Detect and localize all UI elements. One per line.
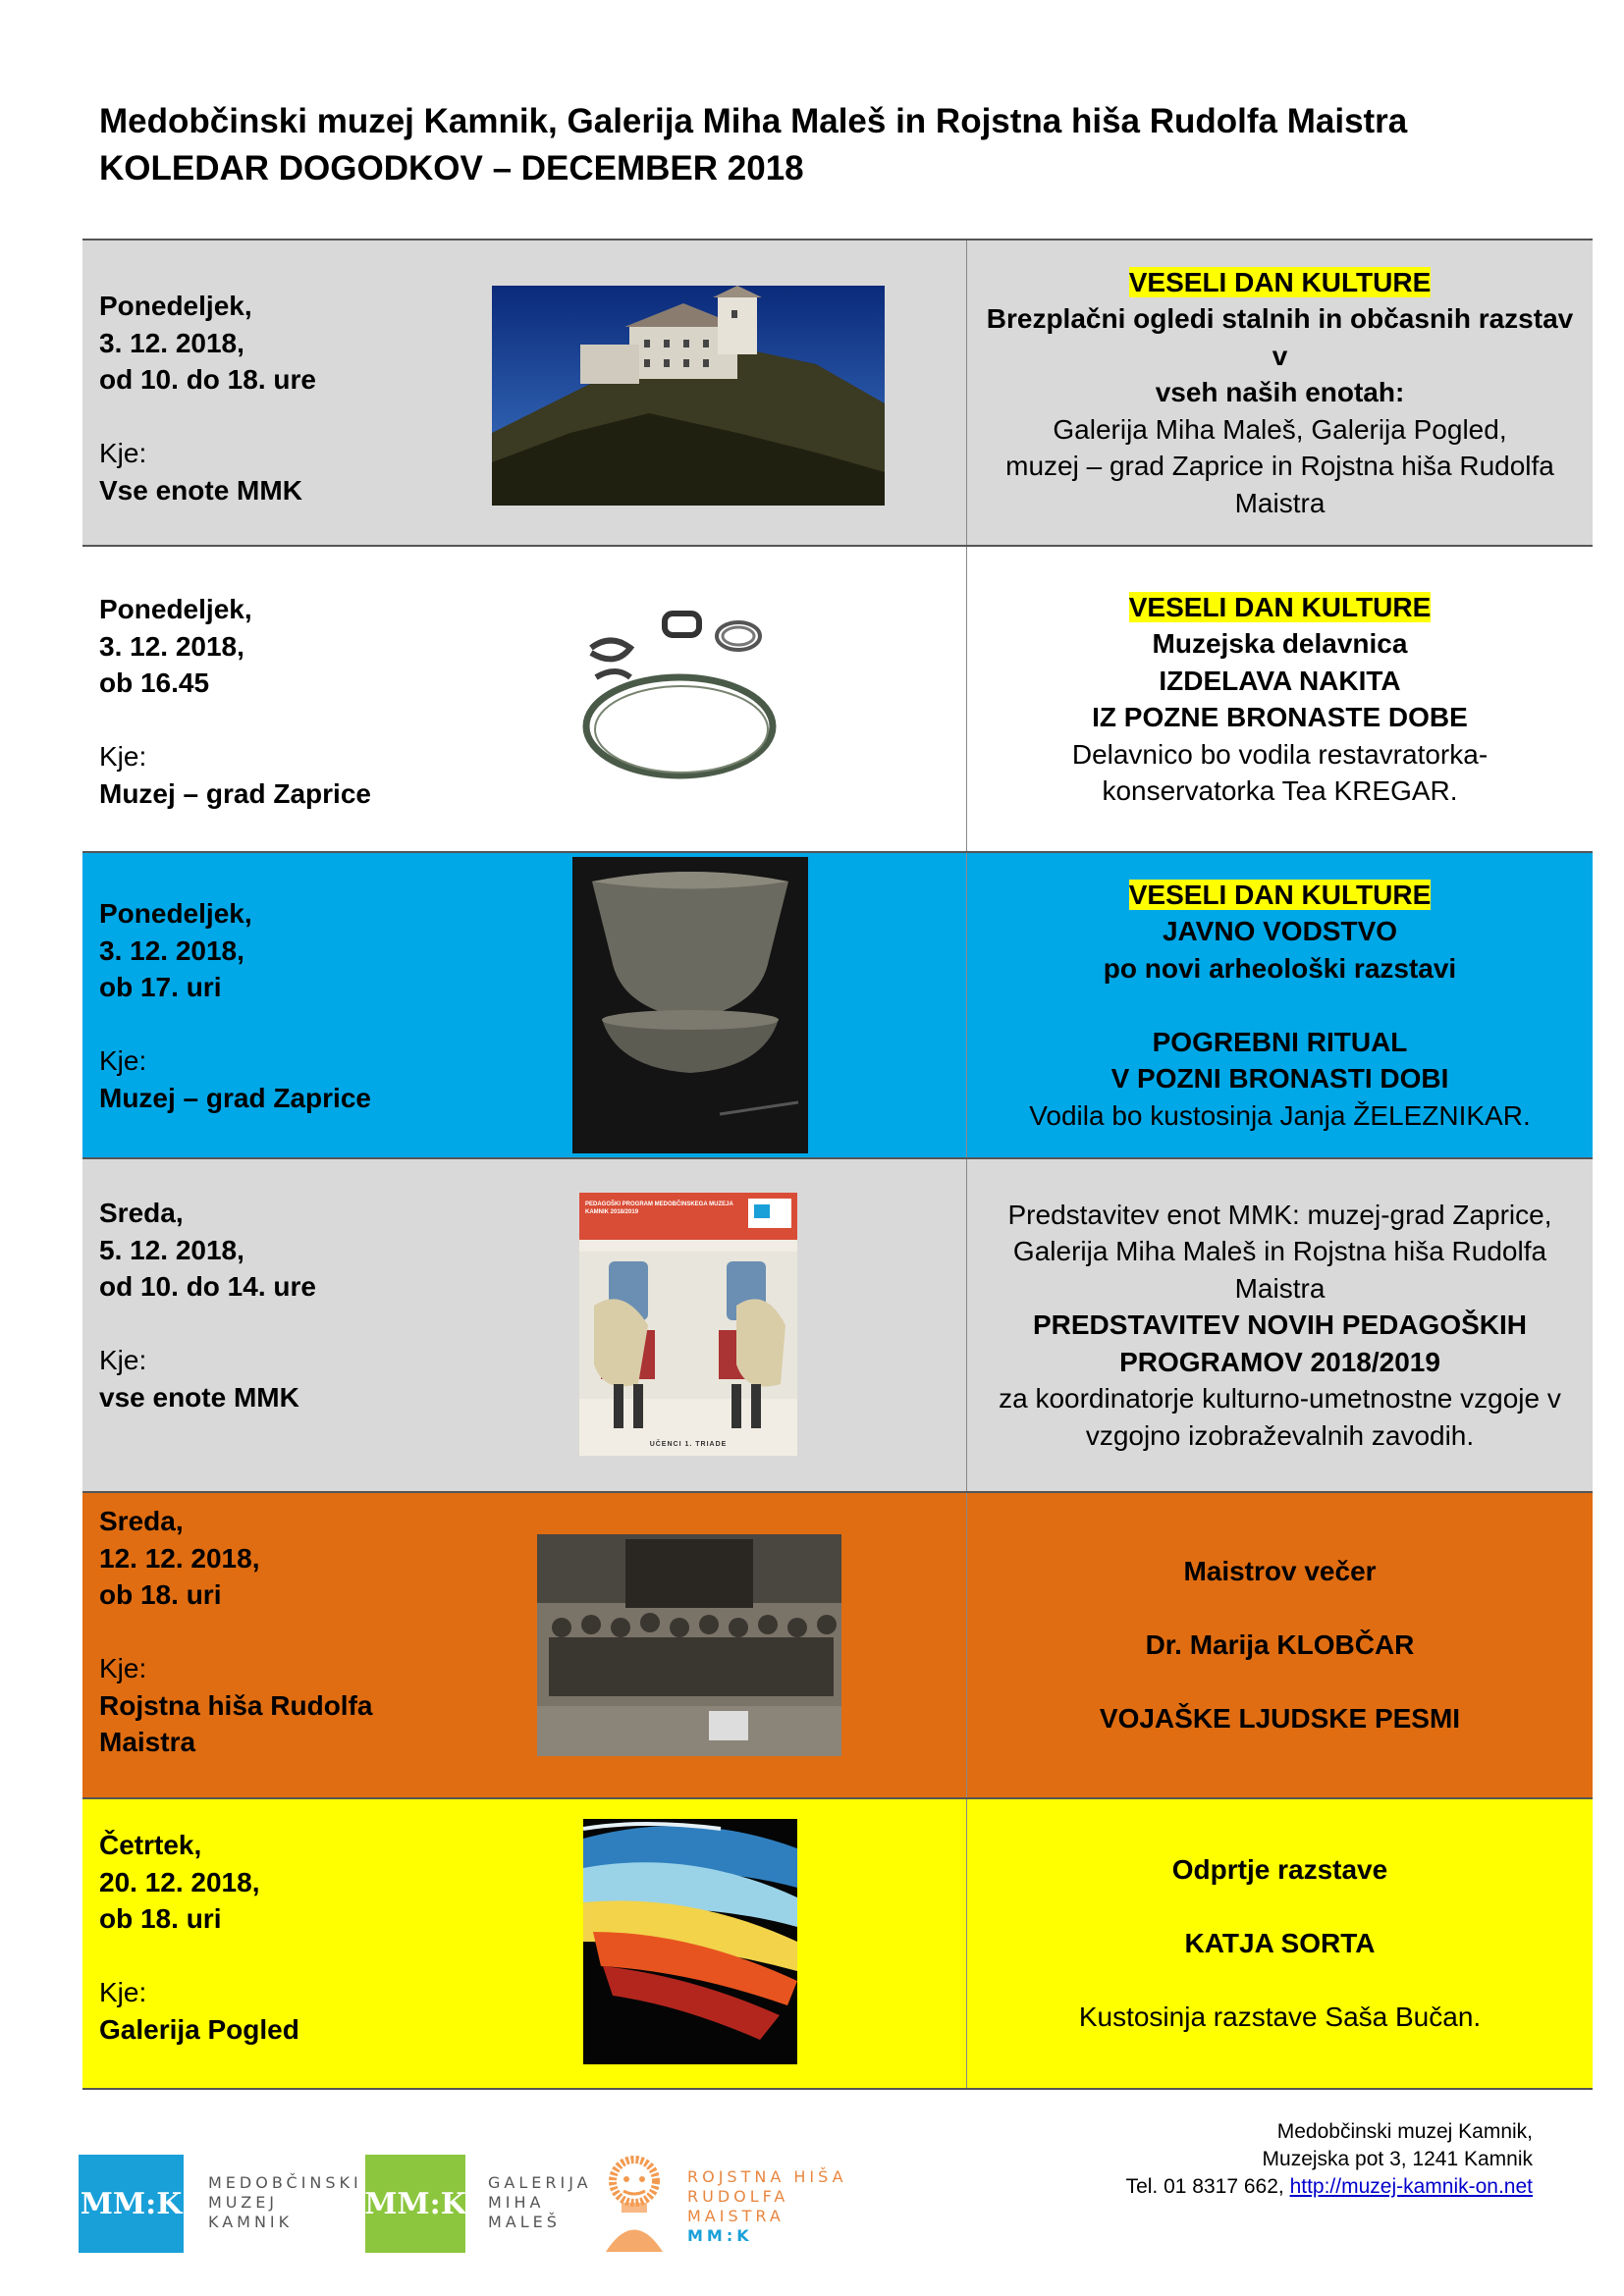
event-where-label: Kje:: [99, 1977, 147, 2007]
event-where: Galerija Pogled: [99, 2013, 299, 2045]
event-text: Vodila bo kustosinja Janja ŽELEZNIKAR.: [1029, 1099, 1531, 1131]
events-table: [82, 239, 1593, 2090]
logo-maister-text: [687, 2167, 847, 2246]
event-text: PROGRAMOV 2018/2019: [1119, 1346, 1440, 1377]
event-badge: VESELI DAN KULTURE: [1128, 591, 1432, 622]
event-date: 12. 12. 2018,: [99, 1542, 260, 1574]
logo-text-line: MAISTRA: [687, 2207, 785, 2225]
event-where-label: Kje:: [99, 1045, 147, 1076]
event-text: Muzejska delavnica: [1152, 628, 1408, 659]
event-text: Odprtje razstave: [1171, 1854, 1388, 1886]
event-date: 20. 12. 2018,: [99, 1866, 260, 1897]
event-text: IZ POZNE BRONASTE DOBE: [1092, 702, 1468, 732]
event-where: vse enote MMK: [99, 1381, 299, 1413]
logo-museum-text: [208, 2173, 362, 2232]
abstract-painting: [583, 1819, 797, 2064]
event-where: Muzej – grad Zaprice: [99, 777, 371, 809]
event-right-cell: [966, 240, 1593, 545]
event-row: [82, 547, 1593, 853]
event-text: POGREBNI RITUAL: [1152, 1026, 1408, 1057]
event-left-cell: [82, 1493, 966, 1797]
event-day: Četrtek,: [99, 1830, 202, 1860]
event-text: Dr. Marija KLOBČAR: [1145, 1629, 1415, 1661]
event-row: [82, 1159, 1593, 1493]
poster-title: PEDAGOŠKI PROGRAM MEDOBČINSKEGA MUZEJA KAMNIK 2018/2019: [585, 1201, 733, 1215]
event-text: po novi arheološki razstavi: [1103, 952, 1457, 984]
logo-text-line: MEDOBČINSKI: [208, 2173, 362, 2192]
event-time: ob 18. uri: [99, 1579, 222, 1610]
event-when: [99, 1195, 316, 1415]
event-date: 3. 12. 2018,: [99, 327, 244, 358]
event-text: konservatorka Tea KREGAR.: [1102, 775, 1458, 806]
mmk-logo-gallery: [365, 2155, 465, 2253]
event-when: [99, 288, 316, 508]
event-date: 5. 12. 2018,: [99, 1234, 244, 1265]
event-left-cell: [82, 1799, 966, 2088]
event-text: Galerija Miha Maleš, Galerija Pogled,: [1053, 413, 1507, 445]
event-when: [99, 1827, 299, 2048]
event-right-cell: [966, 1159, 1593, 1491]
header-subtitle: KOLEDAR DOGODKOV – DECEMBER 2018: [99, 149, 804, 187]
event-day: Ponedeljek,: [99, 594, 252, 624]
logo-mark: MM:K: [364, 2186, 466, 2221]
bronze-jewelry-photo: [542, 589, 837, 808]
event-day: Ponedeljek,: [99, 291, 252, 321]
logo-text-line: MIHA: [488, 2193, 545, 2212]
event-left-cell: [82, 547, 966, 851]
event-row: [82, 1493, 1593, 1799]
event-left-cell: [82, 853, 966, 1157]
event-right-cell: [966, 547, 1593, 851]
event-day: Sreda,: [99, 1506, 184, 1536]
logo-text-line: KAMNIK: [208, 2213, 294, 2231]
event-left-cell: [82, 240, 966, 545]
website-link[interactable]: http://muzej-kamnik-on.net: [1289, 2175, 1533, 2198]
event-text: IZDELAVA NAKITA: [1159, 665, 1401, 696]
event-text: Brezplačni ogledi stalnih in občasnih razstav v: [986, 303, 1574, 371]
event-text: Maistrov večer: [1183, 1556, 1377, 1587]
event-text: muzej – grad Zaprice in Rojstna hiša Rudolfa: [1005, 451, 1554, 482]
event-time: ob 17. uri: [99, 972, 222, 1002]
event-right-cell: [966, 1799, 1593, 2088]
event-text: V POZNI BRONASTI DOBI: [1110, 1063, 1449, 1095]
event-where-label: Kje:: [99, 741, 147, 772]
event-text: vseh naših enotah:: [1155, 377, 1405, 408]
event-text: Delavnico bo vodila restavratorka-: [1071, 738, 1489, 770]
logo-gallery-text: [488, 2173, 592, 2232]
castle-photo: [492, 286, 885, 506]
event-text: Galerija Miha Maleš in Rojstna hiša Rudolfa: [1012, 1236, 1547, 1267]
address-line: Muzejska pot 3, 1241 Kamnik: [1262, 2148, 1533, 2170]
event-text: vzgojno izobraževalnih zavodih.: [1085, 1419, 1475, 1451]
pedagogical-program-poster: [579, 1193, 797, 1456]
event-left-cell: [82, 1159, 966, 1491]
footer-address: [1126, 2118, 1533, 2201]
phone-number: Tel. 01 8317 662,: [1125, 2175, 1284, 2198]
event-text: Predstavitev enot MMK: muzej-grad Zaprice,: [1007, 1199, 1552, 1230]
poster-caption: UČENCI 1. TRIADE: [649, 1441, 728, 1448]
logo-text-line: MM:K: [687, 2226, 753, 2245]
logo-text-line: MUZEJ: [208, 2193, 279, 2212]
event-text: Maistra: [1234, 1272, 1326, 1304]
event-where: Muzej – grad Zaprice: [99, 1082, 371, 1113]
event-where-label: Kje:: [99, 438, 147, 468]
pottery-photo: [572, 857, 808, 1153]
logo-text-line: GALERIJA: [488, 2173, 592, 2192]
event-text: za koordinatorje kulturno-umetnostne vzgoje v: [999, 1383, 1561, 1415]
event-text: PREDSTAVITEV NOVIH PEDAGOŠKIH: [1032, 1309, 1528, 1341]
event-date: 3. 12. 2018,: [99, 630, 244, 662]
event-time: ob 18. uri: [99, 1903, 222, 1934]
event-where: Vse enote MMK: [99, 474, 302, 506]
event-when: [99, 591, 371, 812]
event-time: od 10. do 14. ure: [99, 1271, 316, 1302]
document-header: [99, 98, 1523, 192]
event-where-label: Kje:: [99, 1345, 147, 1375]
logo-text-line: RUDOLFA: [687, 2187, 789, 2206]
event-text: VOJAŠKE LJUDSKE PESMI: [1099, 1703, 1461, 1735]
event-badge: VESELI DAN KULTURE: [1128, 266, 1432, 297]
event-where: Maistra: [99, 1727, 196, 1757]
event-text: KATJA SORTA: [1184, 1928, 1376, 1959]
event-badge: VESELI DAN KULTURE: [1128, 879, 1432, 910]
event-text: Maistra: [1234, 487, 1326, 518]
contact-line: [1126, 2173, 1533, 2201]
event-text: JAVNO VODSTVO: [1162, 916, 1398, 947]
event-time: od 10. do 18. ure: [99, 364, 316, 395]
address-line: Medobčinski muzej Kamnik,: [1276, 2120, 1533, 2143]
logo-text-line: ROJSTNA HIŠA: [687, 2167, 847, 2186]
header-title: Medobčinski muzej Kamnik, Galerija Miha Maleš in Rojstna hiša Rudolfa Maistra: [99, 102, 1408, 140]
maister-portrait-logo: [596, 2152, 673, 2252]
logo-text-line: MALEŠ: [488, 2213, 561, 2231]
event-when: [99, 1503, 372, 1761]
event-text: Kustosinja razstave Saša Bučan.: [1078, 2002, 1482, 2033]
event-date: 3. 12. 2018,: [99, 934, 244, 966]
event-right-cell: [966, 853, 1593, 1157]
event-where-label: Kje:: [99, 1653, 147, 1683]
historical-group-photo: [537, 1534, 841, 1756]
event-row: [82, 1799, 1593, 2090]
event-row: [82, 853, 1593, 1159]
event-right-cell: [966, 1493, 1593, 1797]
event-when: [99, 895, 371, 1116]
event-day: Sreda,: [99, 1198, 184, 1228]
mmk-logo-museum: [79, 2155, 184, 2253]
event-row: [82, 240, 1593, 547]
event-time: ob 16.45: [99, 667, 210, 698]
event-day: Ponedeljek,: [99, 898, 252, 929]
event-where: Rojstna hiša Rudolfa: [99, 1689, 373, 1721]
logo-mark: MM:K: [80, 2186, 183, 2221]
